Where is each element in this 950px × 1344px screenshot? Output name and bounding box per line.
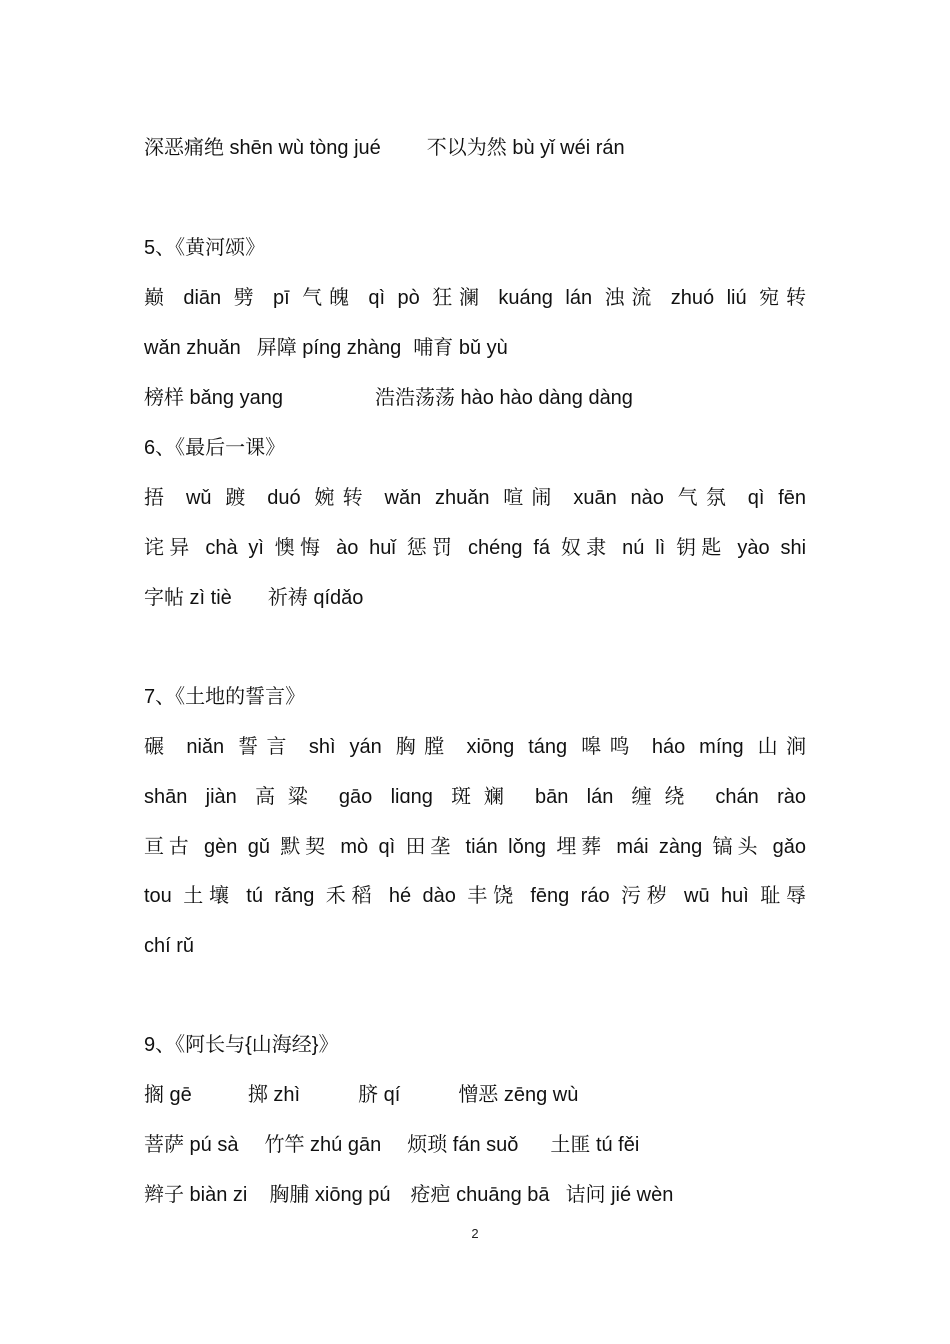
text-line bbox=[144, 1170, 806, 1220]
vocab-item: 浊流 zhuó liú bbox=[604, 287, 747, 309]
vocab-item: 巅 diān bbox=[144, 287, 222, 309]
vocab-item: 辫子 biàn zi bbox=[144, 1184, 248, 1206]
section-heading: 9、《阿长与{山海经}》 bbox=[144, 1034, 339, 1056]
vocab-item: 耻辱 bbox=[760, 885, 806, 907]
vocab-item: 劈 pī bbox=[233, 287, 290, 309]
vocab-item: 禾稻 hé dào bbox=[325, 885, 456, 907]
section-heading: 7、《土地的誓言》 bbox=[144, 686, 306, 708]
text-line bbox=[144, 573, 806, 623]
vocab-item: 胸脯 xiōng pú bbox=[269, 1184, 391, 1206]
vocab-item: 奴隶 nú lì bbox=[560, 537, 666, 559]
text-line bbox=[144, 921, 806, 971]
vocab-item: 憎恶 zēng wù bbox=[458, 1084, 579, 1106]
text-line bbox=[144, 1070, 806, 1120]
vocab-item: 污秽 wū huì bbox=[620, 885, 749, 907]
vocab-item: 浩浩荡荡 hào hào dàng dàng bbox=[374, 387, 633, 409]
vocab-item: 高粱 gāo liɑng bbox=[255, 786, 433, 808]
vocab-item: 疮疤 chuāng bā bbox=[410, 1184, 550, 1206]
vocab-item: 斑斓 bān lán bbox=[451, 786, 614, 808]
vocab-item: wǎn zhuǎn bbox=[144, 337, 241, 359]
vocab-item: tou bbox=[144, 885, 172, 907]
vocab-item: 誓言 shì yán bbox=[238, 736, 382, 758]
vocab-item: 嗥鸣 háo míng bbox=[581, 736, 744, 758]
vocab-item: 婉转 wǎn zhuǎn bbox=[314, 487, 490, 509]
vocab-item: 气氛 qì fēn bbox=[677, 487, 806, 509]
vocab-item: 踱 duó bbox=[225, 487, 301, 509]
vocab-item: 深恶痛绝 shēn wù tòng jué bbox=[144, 137, 381, 159]
text-line bbox=[144, 473, 806, 523]
vocab-item: 胸膛 xiōng táng bbox=[395, 736, 568, 758]
vocab-item: 土匪 tú fěi bbox=[550, 1134, 640, 1156]
text-line bbox=[144, 323, 806, 373]
vocab-item: shān jiàn bbox=[144, 786, 237, 808]
text-line bbox=[144, 1120, 806, 1170]
text-line bbox=[144, 273, 806, 323]
page-number: 2 bbox=[471, 1226, 479, 1241]
vocab-item: 埋葬 mái zàng bbox=[556, 836, 703, 858]
text-line bbox=[144, 772, 806, 822]
text-line bbox=[144, 722, 806, 772]
vocab-item: 诧异 chà yì bbox=[144, 537, 264, 559]
vocab-item: 田垄 tián lǒng bbox=[405, 836, 546, 858]
vocab-item: 亘古 gèn gǔ bbox=[144, 836, 270, 858]
vocab-item: 屏障 píng zhàng bbox=[256, 337, 402, 359]
vocab-item: 烦琐 fán suǒ bbox=[407, 1134, 519, 1156]
vocab-item: 默契 mò qì bbox=[280, 836, 396, 858]
vocab-item: 竹竿 zhú gān bbox=[264, 1134, 382, 1156]
vocab-item: 哺育 bǔ yù bbox=[413, 337, 508, 359]
text-line bbox=[144, 523, 806, 573]
section-heading: 5、《黄河颂》 bbox=[144, 237, 266, 259]
vocab-item: 山涧 bbox=[757, 736, 806, 758]
vocab-item: 宛转 bbox=[759, 287, 806, 309]
vocab-item: 土壤 tú rǎng bbox=[183, 885, 315, 907]
vocab-item: 榜样 bǎng yang bbox=[144, 387, 283, 409]
text-line bbox=[144, 822, 806, 872]
vocab-item: 脐 qí bbox=[358, 1084, 401, 1106]
vocab-item: 镐头 gǎo bbox=[712, 836, 806, 858]
section-heading: 6、《最后一课》 bbox=[144, 437, 286, 459]
vocab-item: 诘问 jié wèn bbox=[565, 1184, 674, 1206]
vocab-item: chí rǔ bbox=[144, 935, 195, 957]
vocab-item: 惩罚 chéng fá bbox=[406, 537, 551, 559]
vocab-item: 菩萨 pú sà bbox=[144, 1134, 239, 1156]
text-line bbox=[144, 123, 806, 173]
vocab-item: 气魄 qì pò bbox=[302, 287, 420, 309]
vocab-item: 懊悔 ào huǐ bbox=[274, 537, 396, 559]
vocab-item: 碾 niǎn bbox=[144, 736, 225, 758]
vocab-item: 钥匙 yào shi bbox=[676, 537, 806, 559]
vocab-item: 祈祷 qídǎo bbox=[267, 587, 364, 609]
vocab-item: 喧闹 xuān nào bbox=[503, 487, 664, 509]
vocab-item: 捂 wǔ bbox=[144, 487, 212, 509]
text-line bbox=[144, 871, 806, 921]
vocab-item: 丰饶 fēng ráo bbox=[467, 885, 610, 907]
vocab-item: 搁 gē bbox=[144, 1084, 192, 1106]
vocab-item: 字帖 zì tiè bbox=[144, 587, 232, 609]
text-line bbox=[144, 373, 806, 423]
vocab-item: 狂澜 kuáng lán bbox=[432, 287, 593, 309]
vocab-item: 不以为然 bù yǐ wéi rán bbox=[426, 137, 625, 159]
vocab-item: 缠绕 chán rào bbox=[631, 786, 806, 808]
vocab-item: 掷 zhì bbox=[247, 1084, 301, 1106]
